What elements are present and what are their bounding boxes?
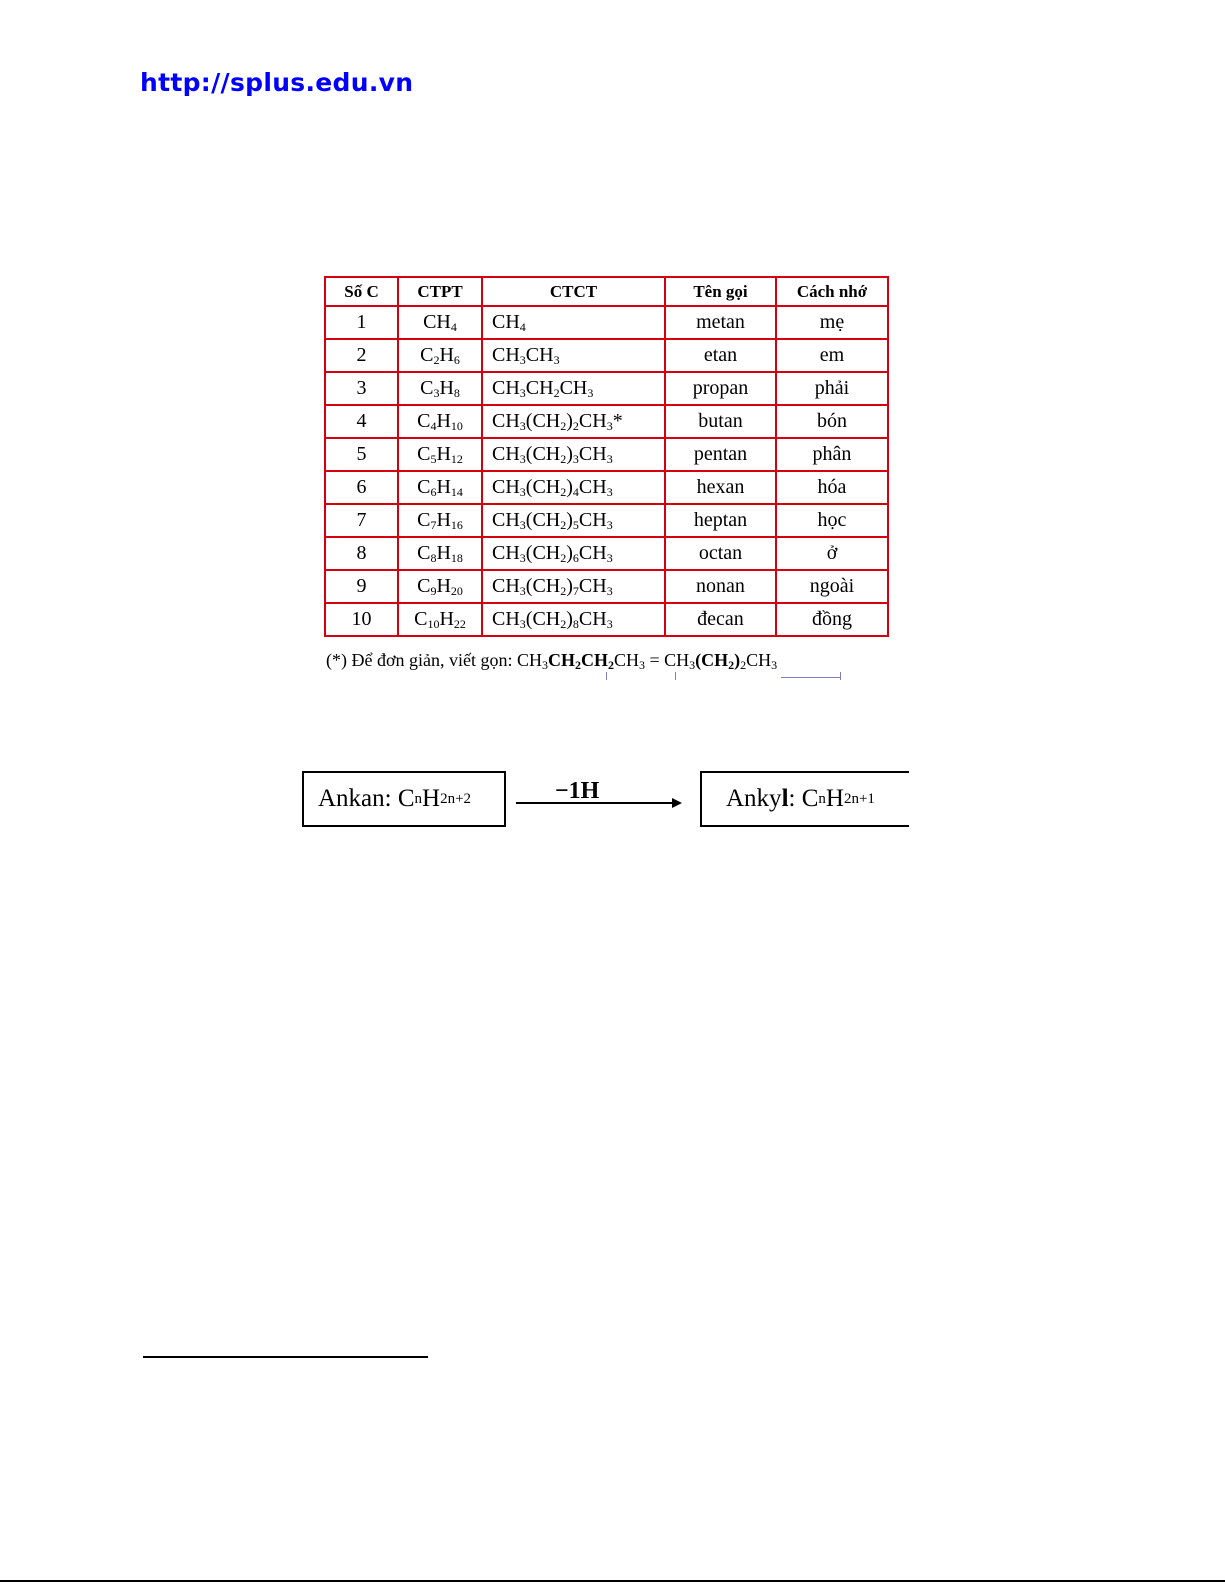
table-header-row: [325, 277, 888, 306]
cell-carbon-count: 5: [325, 438, 398, 471]
brace-tick: [675, 672, 676, 680]
table-row: [325, 372, 888, 405]
cell-carbon-count: 10: [325, 603, 398, 636]
cell-mnemonic: em: [776, 339, 888, 372]
cell-structural-formula: $CH_3CH_3$: [482, 339, 665, 372]
cell-mnemonic: ngoài: [776, 570, 888, 603]
cell-carbon-count: 9: [325, 570, 398, 603]
cell-name: butan: [665, 405, 776, 438]
cell-structural-formula: $CH_3(CH_2)_6CH_3$: [482, 537, 665, 570]
cell-carbon-count: 4: [325, 405, 398, 438]
cell-carbon-count: 1: [325, 306, 398, 339]
cell-structural-formula: $CH_3CH_2CH_3$: [482, 372, 665, 405]
cell-mnemonic: bón: [776, 405, 888, 438]
brace-tick: [606, 672, 607, 680]
cell-mnemonic: hóa: [776, 471, 888, 504]
cell-name: etan: [665, 339, 776, 372]
arrow-icon: [516, 796, 682, 810]
cell-mnemonic: ở: [776, 537, 888, 570]
cell-carbon-count: 7: [325, 504, 398, 537]
alkyl-formula-box: Anky l : C n H 2n+1: [700, 771, 909, 827]
cell-mnemonic: đồng: [776, 603, 888, 636]
page-bottom-border: [0, 1580, 1225, 1582]
alkane-formula-box: Ankan: C n H 2n+2: [302, 771, 506, 827]
cell-molecular-formula: $C_{10}H_{22}$: [398, 603, 482, 636]
cell-structural-formula: $CH_3(CH_2)_7CH_3$: [482, 570, 665, 603]
brace-tick: [840, 672, 841, 680]
cell-molecular-formula: $C_6H_{14}$: [398, 471, 482, 504]
cell-structural-formula: $CH_3(CH_2)_4CH_3$: [482, 471, 665, 504]
cell-mnemonic: mẹ: [776, 306, 888, 339]
table-row: [325, 603, 888, 636]
cell-name: đecan: [665, 603, 776, 636]
cell-molecular-formula: $C_7H_{16}$: [398, 504, 482, 537]
cell-structural-formula: $CH_3(CH_2)_2CH_3*$: [482, 405, 665, 438]
cell-name: heptan: [665, 504, 776, 537]
cell-name: pentan: [665, 438, 776, 471]
header-name: Tên gọi: [665, 277, 776, 306]
header-mnemonic: Cách nhớ: [776, 277, 888, 306]
cell-structural-formula: $CH_3(CH_2)_8CH_3$: [482, 603, 665, 636]
footnote: (*) Để đơn giản, viết gọn: $CH_3CH_2CH_2CH_3 = CH_3(CH_2)_2CH_3$: [326, 650, 778, 672]
cell-molecular-formula: $C_4H_{10}$: [398, 405, 482, 438]
alkane-table: [324, 276, 889, 637]
table-row: [325, 471, 888, 504]
cell-structural-formula: $CH_4$: [482, 306, 665, 339]
cell-name: metan: [665, 306, 776, 339]
cell-molecular-formula: $C_3H_8$: [398, 372, 482, 405]
cell-carbon-count: 3: [325, 372, 398, 405]
header-structural-formula: CTCT: [482, 277, 665, 306]
table-row: [325, 504, 888, 537]
cell-carbon-count: 8: [325, 537, 398, 570]
cell-mnemonic: phân: [776, 438, 888, 471]
cell-mnemonic: học: [776, 504, 888, 537]
table-row: [325, 306, 888, 339]
header-molecular-formula: CTPT: [398, 277, 482, 306]
table-row: [325, 405, 888, 438]
site-url[interactable]: http://splus.edu.vn: [140, 68, 414, 97]
cell-molecular-formula: $CH_4$: [398, 306, 482, 339]
cell-name: octan: [665, 537, 776, 570]
cell-mnemonic: phải: [776, 372, 888, 405]
cell-name: nonan: [665, 570, 776, 603]
cell-molecular-formula: $C_5H_{12}$: [398, 438, 482, 471]
arrow-label: −1H: [555, 778, 600, 804]
table-body: [325, 306, 888, 636]
cell-name: propan: [665, 372, 776, 405]
table-row: [325, 537, 888, 570]
cell-structural-formula: $CH_3(CH_2)_3CH_3$: [482, 438, 665, 471]
cell-carbon-count: 2: [325, 339, 398, 372]
table-row: [325, 339, 888, 372]
cell-molecular-formula: $C_8H_{18}$: [398, 537, 482, 570]
cell-name: hexan: [665, 471, 776, 504]
brace-underline: [781, 677, 840, 678]
cell-carbon-count: 6: [325, 471, 398, 504]
table-row: [325, 438, 888, 471]
footnote-separator: [143, 1356, 428, 1358]
cell-structural-formula: $CH_3(CH_2)_5CH_3$: [482, 504, 665, 537]
cell-molecular-formula: $C_2H_6$: [398, 339, 482, 372]
cell-molecular-formula: $C_9H_{20}$: [398, 570, 482, 603]
table-row: [325, 570, 888, 603]
header-carbon-count: Số C: [325, 277, 398, 306]
